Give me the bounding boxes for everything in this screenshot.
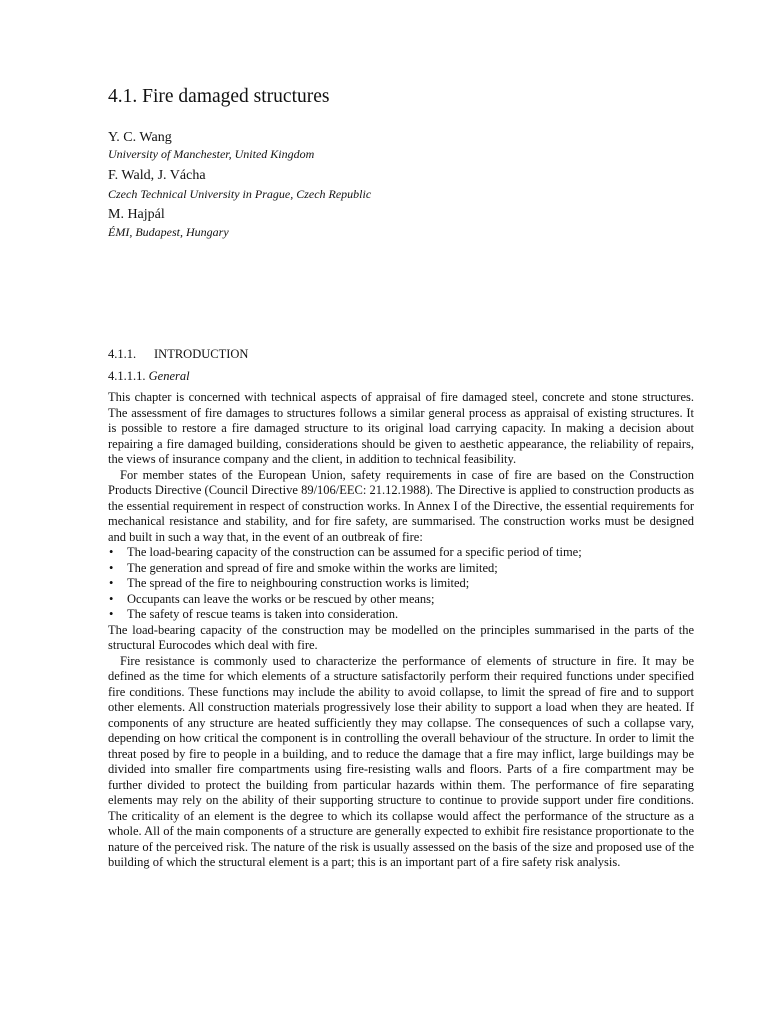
list-item-text: Occupants can leave the works or be rescued by other means; xyxy=(127,591,435,606)
paragraph: The load-bearing capacity of the construction may be modelled on the principles summarised in the parts of the structural Eurocodes which deal with fire. xyxy=(108,622,694,652)
author-affiliation: ÉMI, Budapest, Hungary xyxy=(108,225,229,239)
list-item xyxy=(108,592,694,608)
paragraph: This chapter is concerned with technical aspects of appraisal of fire damaged steel, concrete and stone structures. The assessment of fire damages to structures follows a similar general process as appraisal of existing structures. It is possible to restore a fire damaged structure to its original load carrying capacity. In making a decision about repairing a fire damaged building, considerations should be given to aesthetic appearance, the reliability of repairs, the views of insurance company and the client, in addition to technical feasibility. xyxy=(108,390,694,466)
subsection-title: General xyxy=(148,369,190,383)
section-title: INTRODUCTION xyxy=(154,347,249,361)
list-item xyxy=(108,607,694,623)
section-heading xyxy=(108,347,248,362)
paragraph: Fire resistance is commonly used to characterize the performance of elements of structure in fire. It may be defined as the time for which elements of a structure satisfactorily perform their required functions under specified fire conditions. These functions may include the ability to avoid collapse, to limit the spread of fire and to support other elements. All construction materials progressively lose their ability to support a load when they are heated. If components of any structure are heated sufficiently they may collapse. The consequences of such a collapse vary, depending on how critical the component is in controlling the overall behaviour of the structure. In order to limit the threat posed by fire to people in a building, and to reduce the damage that a fire may inflict, large buildings may be divided into smaller fire compartments using fire-resisting walls and floors. Parts of a fire compartment may be further divided to protect the building from particular hazards within them. The performance of fire separating elements may rely on the ability of their supporting structure to continue to provide support under fire conditions. The criticality of an element is the degree to which its collapse would affect the performance of the structure as a whole. All of the main components of a structure are generally expected to exhibit fire resistance proportionate to the nature of the perceived risk. The nature of the risk is usually assessed on the basis of the size and proposed use of the building of which the structural element is a part; this is an important part of a fire safety risk analysis. xyxy=(108,653,694,869)
bullet-list xyxy=(108,545,694,623)
paragraph: For member states of the European Union, safety requirements in case of fire are based on the Construction Products Directive (Council Directive 89/106/EEC: 21.12.1988). The Directive is applied to construction products as the essential requirement in respect of construction works. In Annex I of the Directive, the essential requirements for mechanical resistance and stability, and for fire safety, are summarised. The construction works must be designed and built in such a way that, in the event of an outbreak of fire: xyxy=(108,467,694,544)
body-text xyxy=(108,390,694,871)
subsection-heading xyxy=(108,369,190,384)
bullet-icon: • xyxy=(109,545,114,559)
list-item-text: The generation and spread of fire and smoke within the works are limited; xyxy=(127,560,498,575)
author-name: F. Wald, J. Vácha xyxy=(108,168,206,183)
bullet-icon: • xyxy=(109,591,114,606)
author-name: M. Hajpál xyxy=(108,207,165,222)
chapter-title: 4.1. Fire damaged structures xyxy=(108,86,330,107)
list-item xyxy=(108,561,694,577)
subsection-number: 4.1.1.1. xyxy=(108,369,146,383)
bullet-icon: • xyxy=(109,576,114,590)
bullet-icon: • xyxy=(109,607,114,621)
list-item xyxy=(108,576,694,592)
list-item-text: The load-bearing capacity of the construction can be assumed for a specific period of time; xyxy=(127,545,582,559)
list-item-text: The spread of the fire to neighbouring construction works is limited; xyxy=(127,576,470,590)
author-name: Y. C. Wang xyxy=(108,130,172,145)
bullet-icon: • xyxy=(109,560,114,575)
list-item-text: The safety of rescue teams is taken into consideration. xyxy=(127,607,399,621)
list-item xyxy=(108,545,694,561)
author-affiliation: University of Manchester, United Kingdom xyxy=(108,147,315,161)
section-number: 4.1.1. xyxy=(108,347,137,361)
author-affiliation: Czech Technical University in Prague, Czech Republic xyxy=(108,187,372,201)
